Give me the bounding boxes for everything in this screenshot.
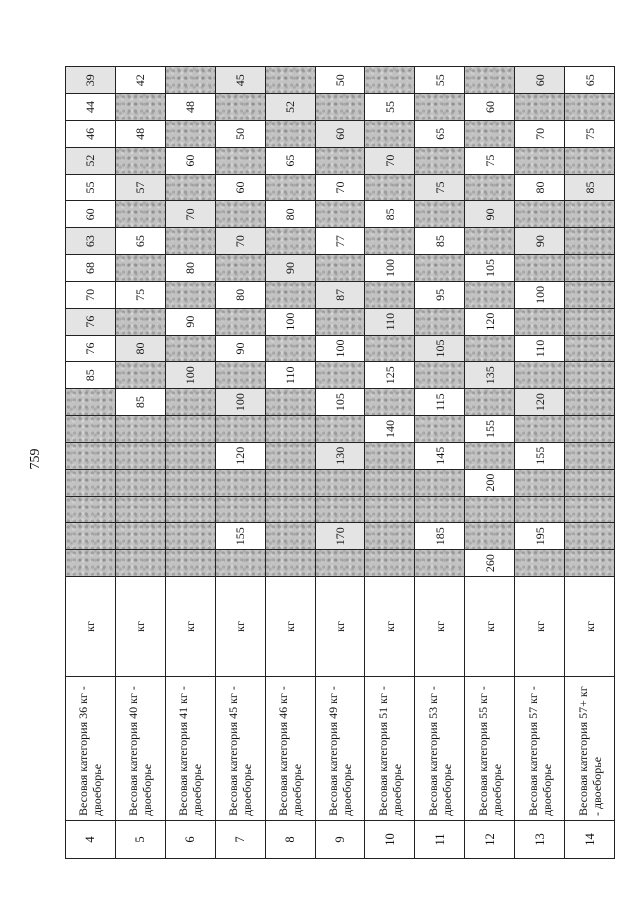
- unit-cell: кг: [66, 577, 116, 677]
- empty-shaded-cell: [415, 469, 465, 496]
- value-cell: 65: [565, 67, 615, 94]
- empty-shaded-cell: [165, 281, 215, 308]
- value-cell: 85: [115, 389, 165, 416]
- empty-shaded-cell: [365, 389, 415, 416]
- value-cell: 80: [165, 255, 215, 282]
- value-cell: 140: [365, 416, 415, 443]
- empty-shaded-cell: [115, 496, 165, 523]
- empty-shaded-cell: [215, 496, 265, 523]
- value-cell: 185: [415, 523, 465, 550]
- unit-cell: кг: [565, 577, 615, 677]
- value-cell: 80: [265, 201, 315, 228]
- empty-shaded-cell: [365, 281, 415, 308]
- empty-shaded-cell: [515, 255, 565, 282]
- empty-shaded-cell: [465, 335, 515, 362]
- empty-shaded-cell: [365, 550, 415, 577]
- empty-shaded-cell: [515, 362, 565, 389]
- empty-shaded-cell: [465, 174, 515, 201]
- table-row: [315, 67, 365, 859]
- row-number: 12: [465, 821, 515, 859]
- value-cell: 115: [415, 389, 465, 416]
- empty-shaded-cell: [265, 416, 315, 443]
- value-cell: 85: [565, 174, 615, 201]
- empty-shaded-cell: [265, 120, 315, 147]
- value-cell: 52: [265, 94, 315, 121]
- empty-shaded-cell: [465, 67, 515, 94]
- empty-shaded-cell: [565, 94, 615, 121]
- empty-shaded-cell: [215, 255, 265, 282]
- empty-shaded-cell: [565, 523, 615, 550]
- table-row: [415, 67, 465, 859]
- value-cell: 100: [165, 362, 215, 389]
- weight-category-label: Весовая категория 49 кг - двоеборье: [315, 677, 365, 821]
- empty-shaded-cell: [515, 201, 565, 228]
- empty-shaded-cell: [465, 120, 515, 147]
- empty-shaded-cell: [165, 389, 215, 416]
- empty-shaded-cell: [565, 416, 615, 443]
- value-cell: 55: [66, 174, 116, 201]
- empty-shaded-cell: [565, 442, 615, 469]
- empty-shaded-cell: [465, 228, 515, 255]
- value-cell: 70: [365, 147, 415, 174]
- empty-shaded-cell: [265, 281, 315, 308]
- empty-shaded-cell: [315, 496, 365, 523]
- value-cell: 75: [565, 120, 615, 147]
- value-cell: 100: [265, 308, 315, 335]
- value-cell: 50: [215, 120, 265, 147]
- empty-shaded-cell: [415, 416, 465, 443]
- empty-shaded-cell: [115, 94, 165, 121]
- empty-shaded-cell: [365, 442, 415, 469]
- empty-shaded-cell: [315, 147, 365, 174]
- empty-shaded-cell: [115, 362, 165, 389]
- value-cell: 42: [115, 67, 165, 94]
- empty-shaded-cell: [165, 228, 215, 255]
- weight-category-label: Весовая категория 57+ кг - двоеборье: [565, 677, 615, 821]
- value-cell: 85: [365, 201, 415, 228]
- empty-shaded-cell: [415, 201, 465, 228]
- empty-shaded-cell: [265, 469, 315, 496]
- empty-shaded-cell: [565, 201, 615, 228]
- empty-shaded-cell: [365, 120, 415, 147]
- empty-shaded-cell: [265, 335, 315, 362]
- value-cell: 80: [215, 281, 265, 308]
- empty-shaded-cell: [565, 147, 615, 174]
- empty-shaded-cell: [365, 496, 415, 523]
- empty-shaded-cell: [66, 469, 116, 496]
- value-cell: 75: [465, 147, 515, 174]
- empty-shaded-cell: [265, 550, 315, 577]
- value-cell: 50: [315, 67, 365, 94]
- value-cell: 48: [165, 94, 215, 121]
- value-cell: 260: [465, 550, 515, 577]
- value-cell: 120: [465, 308, 515, 335]
- value-cell: 95: [415, 281, 465, 308]
- empty-shaded-cell: [515, 94, 565, 121]
- empty-shaded-cell: [365, 174, 415, 201]
- empty-shaded-cell: [115, 469, 165, 496]
- value-cell: 57: [115, 174, 165, 201]
- empty-shaded-cell: [465, 523, 515, 550]
- value-cell: 60: [465, 94, 515, 121]
- value-cell: 48: [115, 120, 165, 147]
- row-number: 5: [115, 821, 165, 859]
- value-cell: 90: [515, 228, 565, 255]
- empty-shaded-cell: [165, 496, 215, 523]
- value-cell: 130: [315, 442, 365, 469]
- value-cell: 145: [415, 442, 465, 469]
- weight-category-table: [65, 66, 615, 859]
- empty-shaded-cell: [415, 550, 465, 577]
- table-row: [365, 67, 415, 859]
- empty-shaded-cell: [315, 416, 365, 443]
- value-cell: 44: [66, 94, 116, 121]
- empty-shaded-cell: [315, 362, 365, 389]
- weight-category-label: Весовая категория 51 кг - двоеборье: [365, 677, 415, 821]
- empty-shaded-cell: [515, 147, 565, 174]
- empty-shaded-cell: [215, 308, 265, 335]
- unit-cell: кг: [365, 577, 415, 677]
- value-cell: 90: [465, 201, 515, 228]
- value-cell: 110: [365, 308, 415, 335]
- value-cell: 90: [215, 335, 265, 362]
- empty-shaded-cell: [565, 281, 615, 308]
- empty-shaded-cell: [265, 496, 315, 523]
- unit-cell: кг: [315, 577, 365, 677]
- empty-shaded-cell: [215, 94, 265, 121]
- unit-cell: кг: [465, 577, 515, 677]
- value-cell: 65: [115, 228, 165, 255]
- value-cell: 105: [465, 255, 515, 282]
- empty-shaded-cell: [465, 496, 515, 523]
- value-cell: 120: [215, 442, 265, 469]
- value-cell: 70: [515, 120, 565, 147]
- unit-cell: кг: [265, 577, 315, 677]
- empty-shaded-cell: [415, 255, 465, 282]
- empty-shaded-cell: [365, 523, 415, 550]
- empty-shaded-cell: [415, 362, 465, 389]
- value-cell: 105: [415, 335, 465, 362]
- value-cell: 155: [515, 442, 565, 469]
- value-cell: 60: [515, 67, 565, 94]
- empty-shaded-cell: [115, 442, 165, 469]
- empty-shaded-cell: [415, 94, 465, 121]
- table-row: [565, 67, 615, 859]
- value-cell: 100: [365, 255, 415, 282]
- row-number: 7: [215, 821, 265, 859]
- empty-shaded-cell: [115, 550, 165, 577]
- empty-shaded-cell: [415, 147, 465, 174]
- value-cell: 200: [465, 469, 515, 496]
- empty-shaded-cell: [265, 174, 315, 201]
- value-cell: 90: [265, 255, 315, 282]
- empty-shaded-cell: [315, 255, 365, 282]
- empty-shaded-cell: [365, 335, 415, 362]
- empty-shaded-cell: [565, 362, 615, 389]
- empty-shaded-cell: [66, 442, 116, 469]
- empty-shaded-cell: [215, 201, 265, 228]
- value-cell: 110: [515, 335, 565, 362]
- empty-shaded-cell: [165, 442, 215, 469]
- value-cell: 60: [315, 120, 365, 147]
- value-cell: 39: [66, 67, 116, 94]
- empty-shaded-cell: [115, 147, 165, 174]
- table-row: [515, 67, 565, 859]
- value-cell: 70: [165, 201, 215, 228]
- value-cell: 100: [515, 281, 565, 308]
- row-number: 8: [265, 821, 315, 859]
- empty-shaded-cell: [165, 469, 215, 496]
- empty-shaded-cell: [215, 416, 265, 443]
- empty-shaded-cell: [565, 550, 615, 577]
- value-cell: 80: [515, 174, 565, 201]
- empty-shaded-cell: [215, 362, 265, 389]
- empty-shaded-cell: [565, 308, 615, 335]
- value-cell: 65: [265, 147, 315, 174]
- empty-shaded-cell: [465, 389, 515, 416]
- value-cell: 105: [315, 389, 365, 416]
- table-row: [465, 67, 515, 859]
- empty-shaded-cell: [515, 550, 565, 577]
- unit-cell: кг: [215, 577, 265, 677]
- rotated-table-wrapper: [65, 67, 615, 859]
- weight-category-label: Весовая категория 40 кг - двоеборье: [115, 677, 165, 821]
- weight-category-label: Весовая категория 41 кг - двоеборье: [165, 677, 215, 821]
- unit-cell: кг: [515, 577, 565, 677]
- value-cell: 100: [315, 335, 365, 362]
- empty-shaded-cell: [465, 281, 515, 308]
- value-cell: 76: [66, 308, 116, 335]
- value-cell: 155: [465, 416, 515, 443]
- unit-cell: кг: [115, 577, 165, 677]
- empty-shaded-cell: [515, 469, 565, 496]
- value-cell: 85: [415, 228, 465, 255]
- empty-shaded-cell: [515, 416, 565, 443]
- empty-shaded-cell: [115, 308, 165, 335]
- value-cell: 60: [215, 174, 265, 201]
- empty-shaded-cell: [165, 335, 215, 362]
- table-row: [165, 67, 215, 859]
- empty-shaded-cell: [315, 469, 365, 496]
- value-cell: 155: [215, 523, 265, 550]
- empty-shaded-cell: [565, 496, 615, 523]
- empty-shaded-cell: [215, 550, 265, 577]
- value-cell: 170: [315, 523, 365, 550]
- table-row: [265, 67, 315, 859]
- value-cell: 80: [115, 335, 165, 362]
- value-cell: 70: [315, 174, 365, 201]
- empty-shaded-cell: [315, 94, 365, 121]
- empty-shaded-cell: [315, 308, 365, 335]
- value-cell: 76: [66, 335, 116, 362]
- empty-shaded-cell: [365, 67, 415, 94]
- empty-shaded-cell: [515, 308, 565, 335]
- empty-shaded-cell: [115, 201, 165, 228]
- weight-category-label: Весовая категория 53 кг - двоеборье: [415, 677, 465, 821]
- value-cell: 60: [66, 201, 116, 228]
- empty-shaded-cell: [565, 255, 615, 282]
- empty-shaded-cell: [66, 496, 116, 523]
- empty-shaded-cell: [565, 228, 615, 255]
- value-cell: 68: [66, 255, 116, 282]
- value-cell: 85: [66, 362, 116, 389]
- empty-shaded-cell: [66, 416, 116, 443]
- empty-shaded-cell: [165, 120, 215, 147]
- empty-shaded-cell: [165, 174, 215, 201]
- value-cell: 65: [415, 120, 465, 147]
- empty-shaded-cell: [265, 228, 315, 255]
- empty-shaded-cell: [365, 469, 415, 496]
- empty-shaded-cell: [115, 523, 165, 550]
- table-row: [66, 67, 116, 859]
- value-cell: 195: [515, 523, 565, 550]
- value-cell: 77: [315, 228, 365, 255]
- weight-category-label: Весовая категория 36 кг - двоеборье: [66, 677, 116, 821]
- value-cell: 120: [515, 389, 565, 416]
- empty-shaded-cell: [515, 496, 565, 523]
- table-row: [115, 67, 165, 859]
- empty-shaded-cell: [165, 416, 215, 443]
- empty-shaded-cell: [415, 496, 465, 523]
- empty-shaded-cell: [265, 67, 315, 94]
- weight-category-label: Весовая категория 55 кг - двоеборье: [465, 677, 515, 821]
- value-cell: 70: [215, 228, 265, 255]
- empty-shaded-cell: [165, 67, 215, 94]
- value-cell: 63: [66, 228, 116, 255]
- empty-shaded-cell: [565, 389, 615, 416]
- unit-cell: кг: [165, 577, 215, 677]
- empty-shaded-cell: [415, 308, 465, 335]
- empty-shaded-cell: [215, 469, 265, 496]
- empty-shaded-cell: [265, 523, 315, 550]
- empty-shaded-cell: [115, 416, 165, 443]
- page-number: 759: [28, 448, 43, 470]
- empty-shaded-cell: [165, 523, 215, 550]
- empty-shaded-cell: [565, 469, 615, 496]
- value-cell: 100: [215, 389, 265, 416]
- value-cell: 75: [115, 281, 165, 308]
- empty-shaded-cell: [66, 523, 116, 550]
- value-cell: 60: [165, 147, 215, 174]
- empty-shaded-cell: [315, 201, 365, 228]
- empty-shaded-cell: [365, 228, 415, 255]
- weight-category-label: Весовая категория 45 кг - двоеборье: [215, 677, 265, 821]
- weight-category-label: Весовая категория 57 кг - двоеборье: [515, 677, 565, 821]
- value-cell: 55: [415, 67, 465, 94]
- table-row: [215, 67, 265, 859]
- value-cell: 55: [365, 94, 415, 121]
- empty-shaded-cell: [66, 389, 116, 416]
- row-number: 10: [365, 821, 415, 859]
- weight-category-label: Весовая категория 46 кг - двоеборье: [265, 677, 315, 821]
- empty-shaded-cell: [165, 550, 215, 577]
- value-cell: 135: [465, 362, 515, 389]
- value-cell: 70: [66, 281, 116, 308]
- empty-shaded-cell: [315, 550, 365, 577]
- row-number: 11: [415, 821, 465, 859]
- value-cell: 87: [315, 281, 365, 308]
- value-cell: 90: [165, 308, 215, 335]
- empty-shaded-cell: [66, 550, 116, 577]
- row-number: 13: [515, 821, 565, 859]
- value-cell: 52: [66, 147, 116, 174]
- value-cell: 45: [215, 67, 265, 94]
- value-cell: 46: [66, 120, 116, 147]
- empty-shaded-cell: [465, 442, 515, 469]
- empty-shaded-cell: [265, 389, 315, 416]
- empty-shaded-cell: [115, 255, 165, 282]
- row-number: 9: [315, 821, 365, 859]
- empty-shaded-cell: [265, 442, 315, 469]
- row-number: 4: [66, 821, 116, 859]
- value-cell: 110: [265, 362, 315, 389]
- row-number: 6: [165, 821, 215, 859]
- row-number: 14: [565, 821, 615, 859]
- unit-cell: кг: [415, 577, 465, 677]
- empty-shaded-cell: [215, 147, 265, 174]
- value-cell: 125: [365, 362, 415, 389]
- value-cell: 75: [415, 174, 465, 201]
- empty-shaded-cell: [565, 335, 615, 362]
